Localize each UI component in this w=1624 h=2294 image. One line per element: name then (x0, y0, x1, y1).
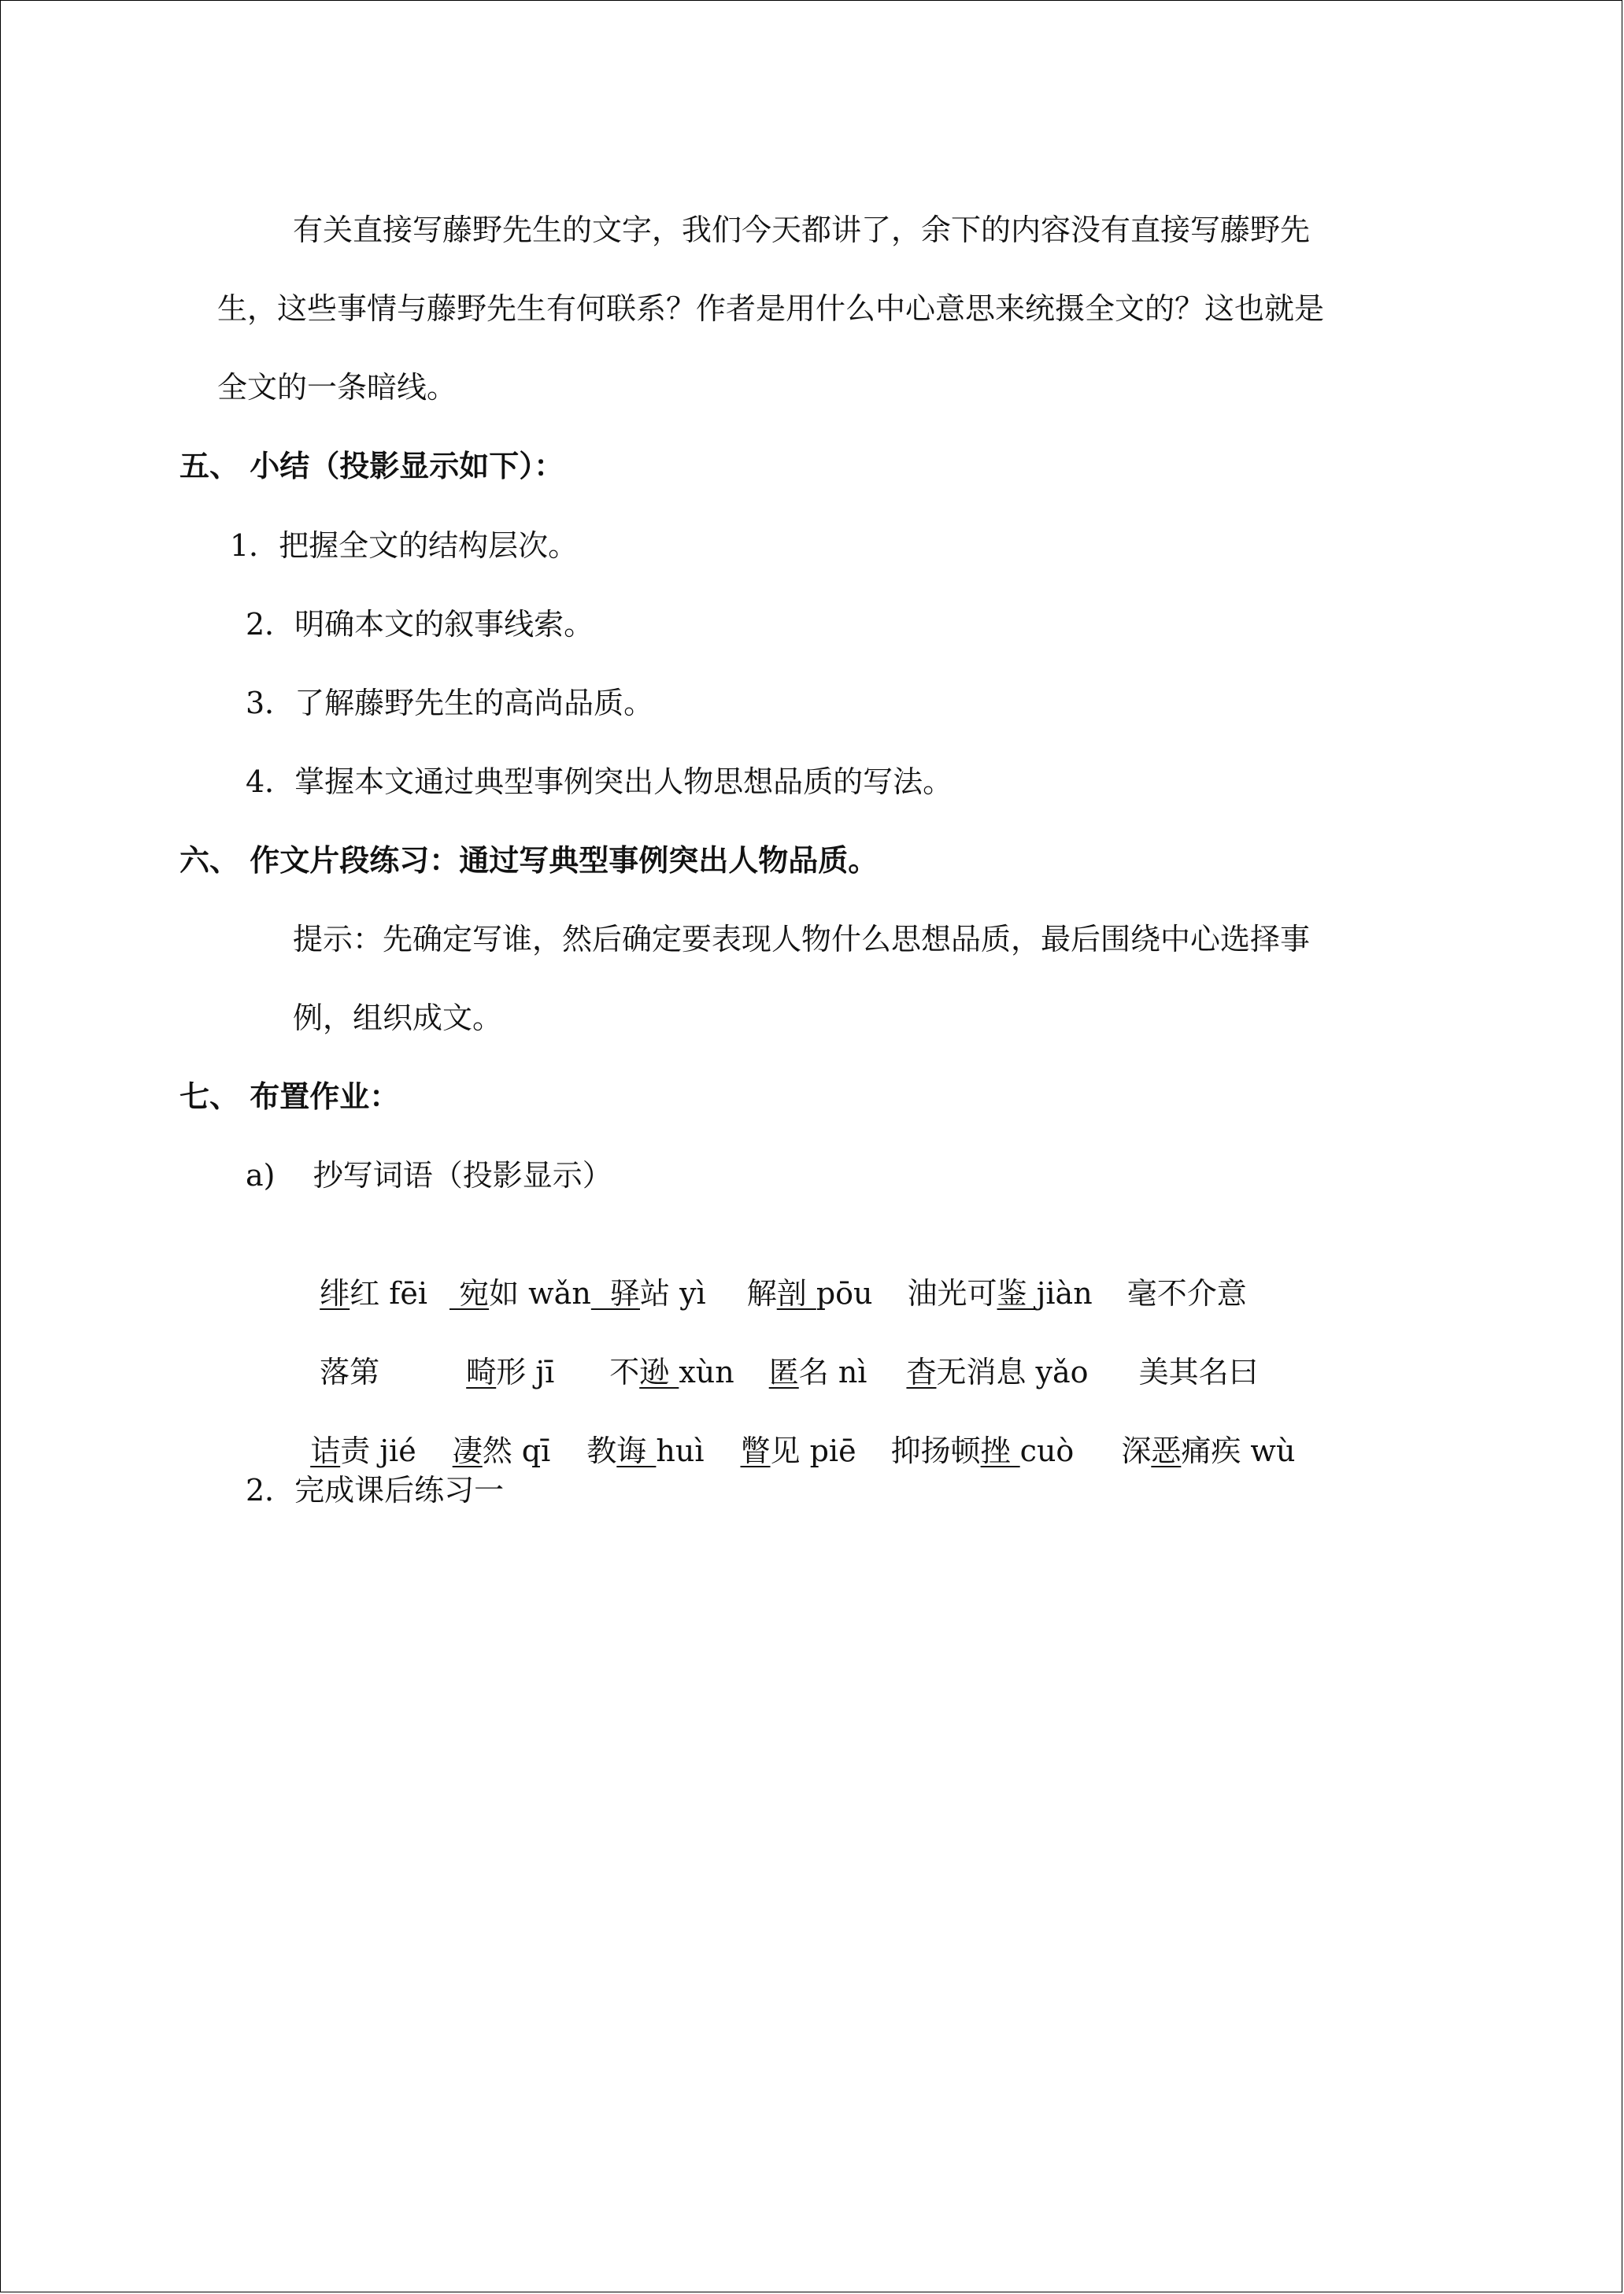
homework-item-2: 2．完成课后练习一 (246, 1473, 505, 1508)
vocab-word: 教诲 huì (586, 1434, 705, 1468)
vocab-word: 美其名曰 (1138, 1355, 1259, 1389)
vocab-row-1 (301, 1234, 1247, 1313)
vocab-word: 宛如 wǎn (449, 1276, 591, 1311)
homework-item-a: a) 抄写词语（投影显示） (246, 1158, 612, 1193)
vocab-word: 解剖 pōu (746, 1276, 873, 1311)
intro-line-2: 生，这些事情与藤野先生有何联系？作者是用什么中心意思来统摄全文的？这也就是 (217, 291, 1325, 326)
summary-item-3: 3．了解藤野先生的高尚品质。 (246, 686, 654, 720)
vocab-word: 畸形 jī (466, 1355, 555, 1389)
vocab-word: 绯红 fēi (320, 1276, 427, 1311)
vocab-word: 凄然 qī (452, 1434, 551, 1468)
vocab-word: 匿名 nì (768, 1355, 867, 1389)
hint-line-1: 提示：先确定写谁，然后确定要表现人物什么思想品质，最后围绕中心选择事 (293, 922, 1311, 956)
vocab-word: 落第 (320, 1355, 380, 1389)
vocab-word: 诘责 jié (310, 1434, 416, 1468)
hint-line-2: 例，组织成文。 (293, 1001, 503, 1035)
vocab-word: 毫不介意 (1126, 1276, 1247, 1311)
section-5-heading: 五、 小结（投影显示如下）： (179, 448, 564, 483)
vocab-word: 抑扬顿挫 cuò (890, 1434, 1075, 1468)
vocab-row-2 (301, 1313, 1259, 1392)
vocab-row-3 (291, 1392, 1295, 1471)
vocab-word: 深恶痛疾 wù (1121, 1434, 1296, 1468)
vocab-word: 不逊 xùn (609, 1355, 734, 1389)
intro-line-1: 有关直接写藤野先生的文字，我们今天都讲了，余下的内容没有直接写藤野先 (293, 213, 1311, 247)
summary-item-2: 2．明确本文的叙事线索。 (246, 607, 594, 642)
vocab-word: 油光可鉴 jiàn (907, 1276, 1093, 1311)
vocab-word: 站 yì (640, 1276, 706, 1311)
summary-item-4: 4．掌握本文通过典型事例突出人物思想品质的写法。 (246, 764, 953, 799)
section-7-heading: 七、 布置作业： (179, 1079, 400, 1114)
vocab-word: 瞥见 piē (740, 1434, 856, 1468)
intro-line-3: 全文的一条暗线。 (217, 370, 457, 405)
vocab-word: 驿 (590, 1276, 640, 1311)
section-6-heading: 六、 作文片段练习：通过写典型事例突出人物品质。 (179, 842, 879, 878)
summary-item-1: 1．把握全文的结构层次。 (230, 528, 579, 563)
vocab-word: 杳无消息 yǎo (906, 1355, 1089, 1389)
